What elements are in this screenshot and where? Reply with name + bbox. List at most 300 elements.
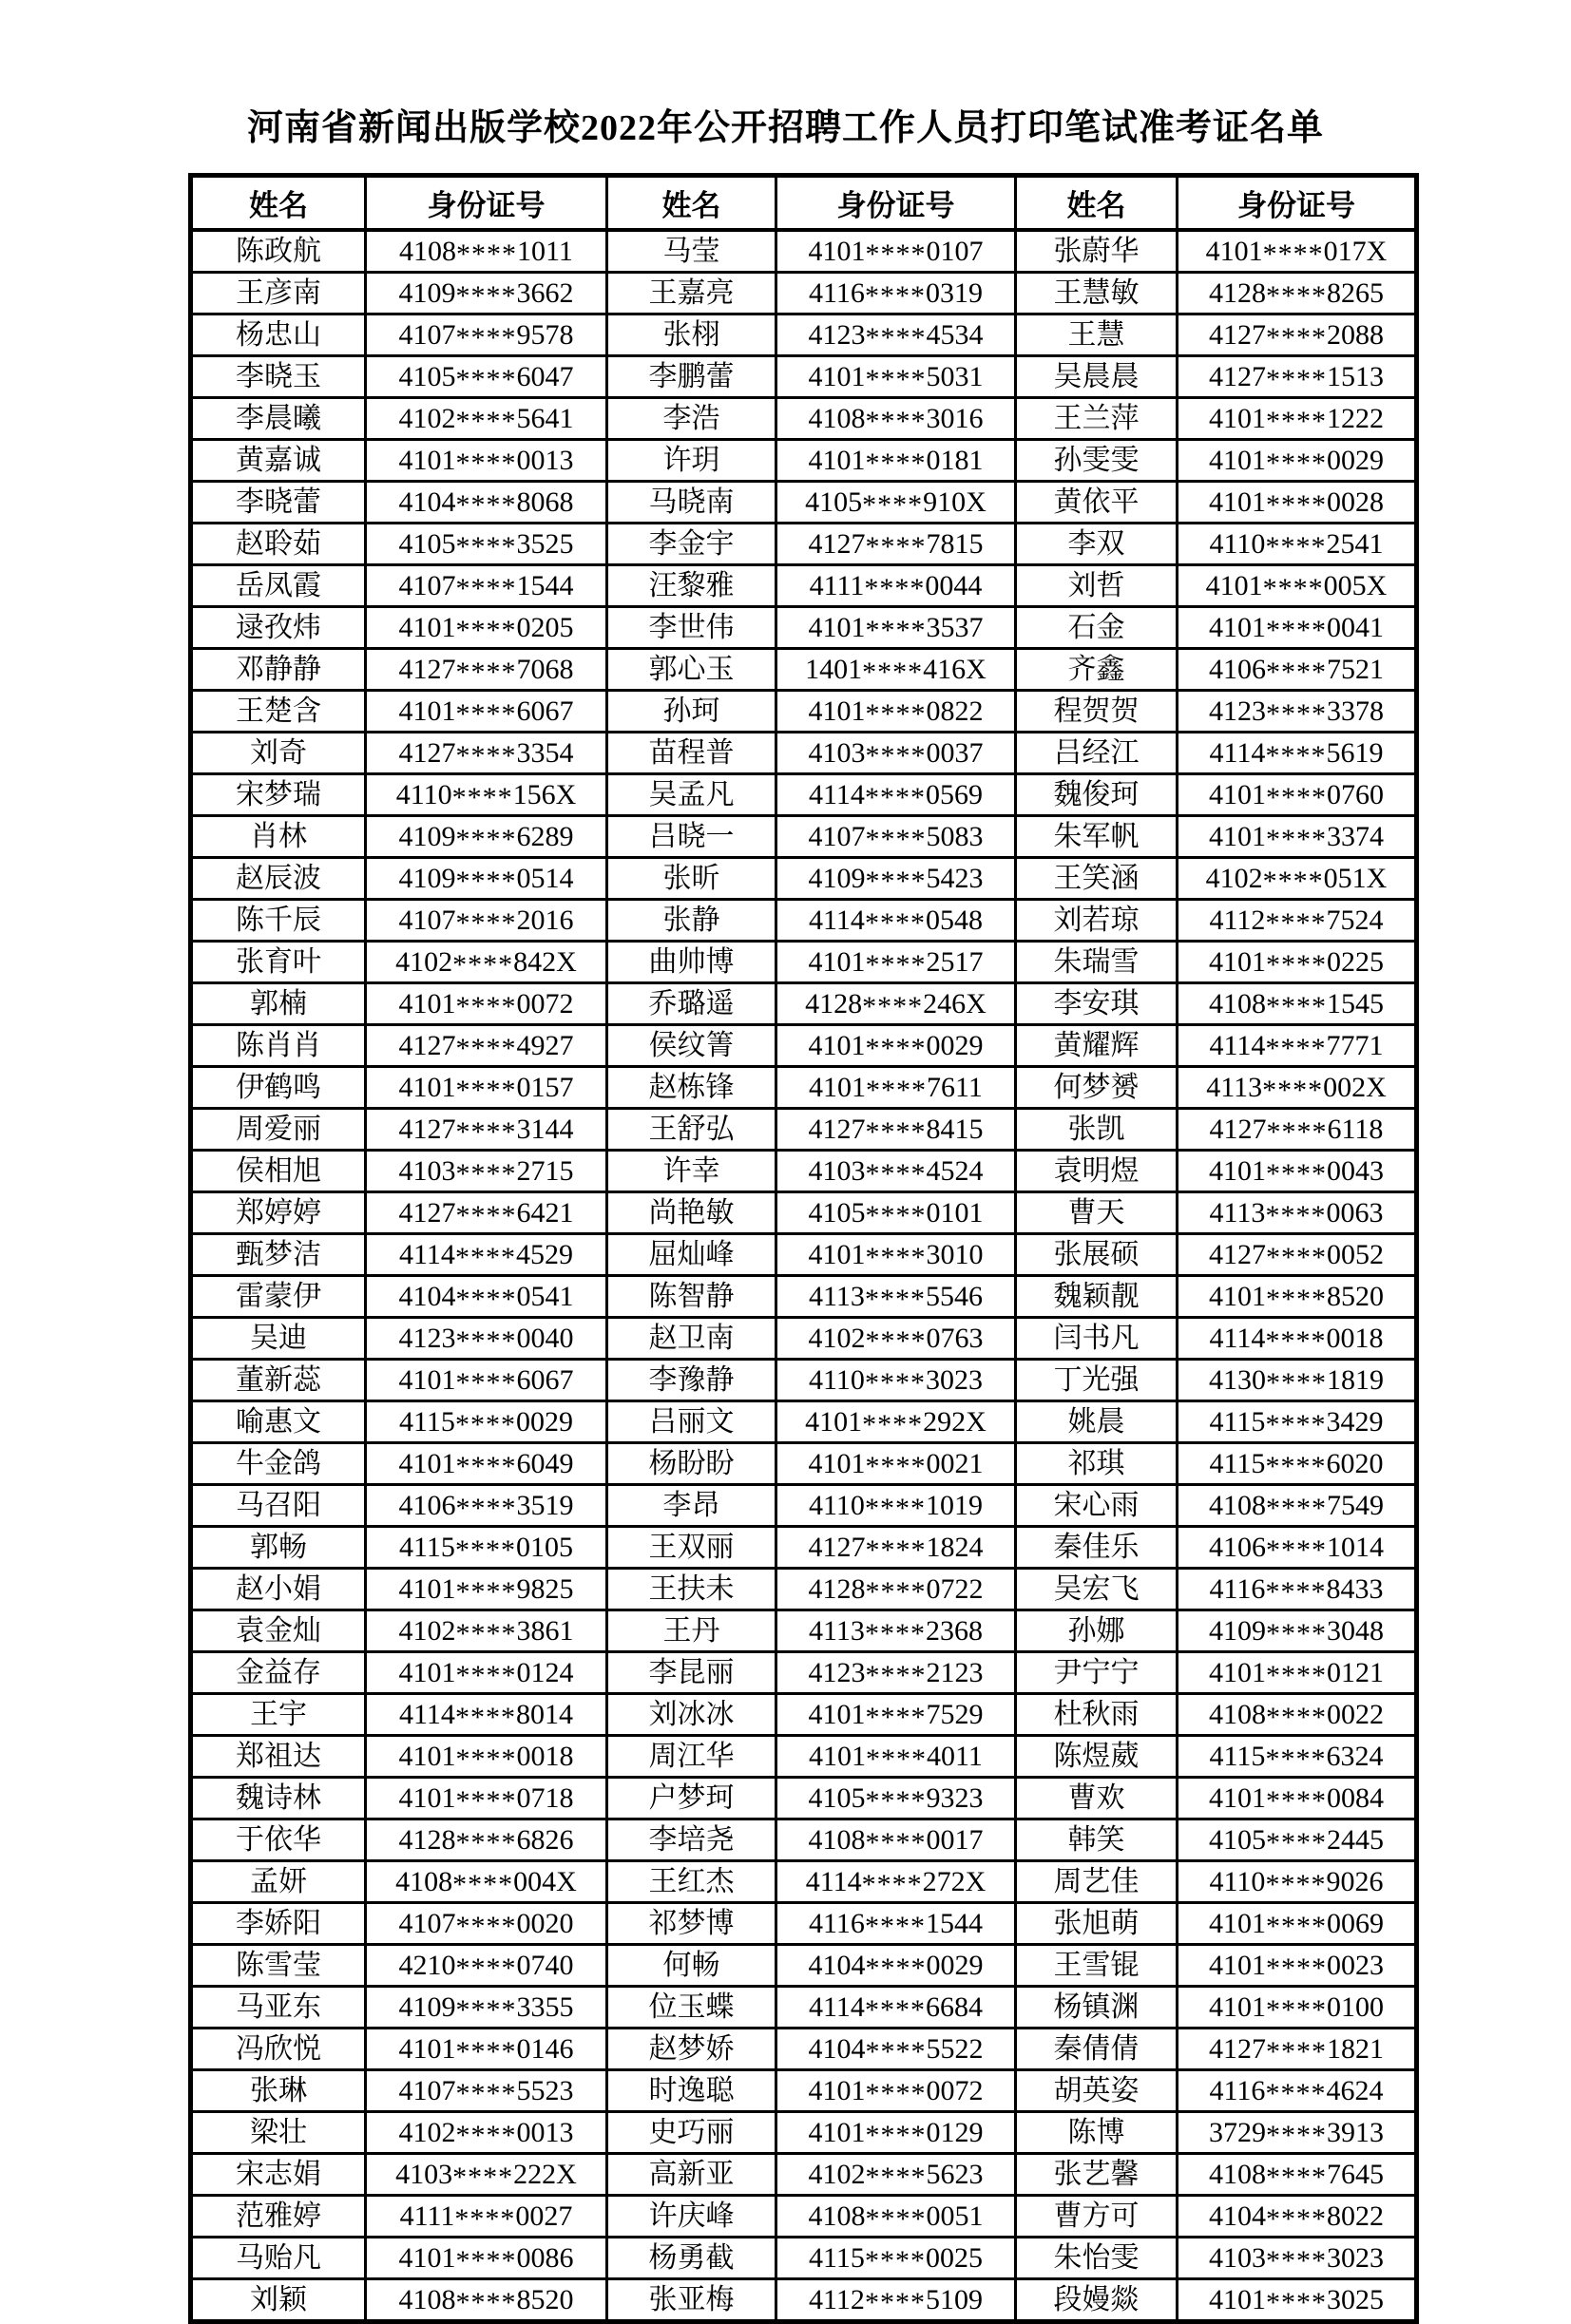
masked-digits: **** [1266, 2035, 1327, 2067]
column-header: 身份证号 [1178, 176, 1417, 230]
name-cell: 王笑涵 [1016, 857, 1178, 899]
masked-digits: **** [451, 781, 513, 813]
name-cell: 李世伟 [607, 606, 776, 648]
id-cell: 4108****7645 [1178, 2153, 1417, 2195]
masked-digits: **** [865, 2119, 927, 2151]
id-cell: 4101****0205 [366, 606, 607, 648]
masked-digits: **** [455, 1659, 517, 1691]
name-cell: 马贻凡 [191, 2237, 366, 2278]
name-cell: 王慧敏 [1016, 272, 1178, 314]
masked-digits: **** [864, 572, 926, 604]
table-row [191, 941, 1417, 982]
table-row [191, 1400, 1417, 1442]
id-cell: 4101****0822 [776, 690, 1016, 732]
name-cell: 李晓玉 [191, 355, 366, 397]
table-row [191, 2028, 1417, 2069]
masked-digits: **** [455, 1115, 517, 1148]
masked-digits: **** [455, 1283, 517, 1315]
roster-table-body [191, 230, 1417, 2322]
table-row [191, 1359, 1417, 1400]
masked-digits: **** [865, 697, 927, 730]
masked-digits: **** [864, 781, 926, 813]
name-cell: 张展硕 [1016, 1233, 1178, 1275]
id-cell: 4108****1011 [366, 230, 607, 273]
id-cell: 4115****0025 [776, 2237, 1016, 2278]
name-cell: 王扶未 [607, 1568, 776, 1610]
id-cell: 4105****0101 [776, 1191, 1016, 1233]
masked-digits: **** [1266, 1826, 1327, 1858]
table-row [191, 1777, 1417, 1819]
masked-digits: **** [1265, 1408, 1327, 1440]
masked-digits: **** [1265, 906, 1327, 939]
id-cell: 4102****842X [366, 941, 607, 982]
id-cell: 4112****5109 [776, 2278, 1016, 2321]
masked-digits: **** [454, 1241, 516, 1273]
masked-digits: **** [865, 447, 927, 479]
masked-digits: **** [865, 1575, 927, 1608]
name-cell: 张凯 [1016, 1108, 1178, 1150]
name-cell: 王双丽 [607, 1526, 776, 1568]
name-cell: 王楚含 [191, 690, 366, 732]
id-cell: 4101****0069 [1178, 1902, 1417, 1944]
masked-digits: **** [454, 1533, 516, 1566]
masked-digits: **** [455, 1826, 517, 1858]
id-cell: 4101****005X [1178, 564, 1417, 606]
name-cell: 侯纹箐 [607, 1024, 776, 1066]
name-cell: 金益存 [191, 1651, 366, 1693]
masked-digits: **** [455, 321, 517, 353]
masked-digits: **** [1265, 1868, 1327, 1900]
id-cell: 4123****0040 [366, 1317, 607, 1359]
table-row [191, 564, 1417, 606]
name-cell: 梁壮 [191, 2111, 366, 2153]
id-cell: 4128****6826 [366, 1819, 607, 1860]
id-cell: 4104****8068 [366, 481, 607, 523]
name-cell: 尚艳敏 [607, 1191, 776, 1233]
id-cell: 4102****5623 [776, 2153, 1016, 2195]
id-cell: 4101****292X [776, 1400, 1016, 1442]
masked-digits: **** [1266, 990, 1327, 1022]
name-cell: 周江华 [607, 1735, 776, 1777]
id-cell: 4101****0086 [366, 2237, 607, 2278]
table-row [191, 1484, 1417, 1526]
table-row [191, 2278, 1417, 2321]
table-row [191, 314, 1417, 355]
masked-digits: **** [1266, 2244, 1327, 2276]
id-cell: 4103****3023 [1178, 2237, 1417, 2278]
id-cell: 4101****0028 [1178, 481, 1417, 523]
name-cell: 雷蒙伊 [191, 1275, 366, 1317]
name-cell: 朱军帆 [1016, 815, 1178, 857]
name-cell: 郑婷婷 [191, 1191, 366, 1233]
masked-digits: **** [862, 488, 924, 521]
masked-digits: **** [864, 279, 926, 312]
id-cell: 4101****0760 [1178, 773, 1417, 815]
id-cell: 4106****7521 [1178, 648, 1417, 690]
name-cell: 杨勇截 [607, 2237, 776, 2278]
masked-digits: **** [1266, 1659, 1327, 1691]
table-row [191, 1610, 1417, 1651]
name-cell: 尹宁宁 [1016, 1651, 1178, 1693]
masked-digits: **** [865, 1324, 927, 1357]
masked-digits: **** [1262, 572, 1324, 604]
masked-digits: **** [455, 1324, 517, 1357]
id-cell: 4115****3429 [1178, 1400, 1417, 1442]
masked-digits: **** [1266, 781, 1327, 813]
table-row [191, 899, 1417, 941]
table-row [191, 1442, 1417, 1484]
name-cell: 张昕 [607, 857, 776, 899]
page-title: 河南省新闻出版学校2022年公开招聘工作人员打印笔试准考证名单 [246, 108, 1324, 148]
id-cell: 4101****3025 [1178, 2278, 1417, 2321]
masked-digits: **** [455, 614, 517, 646]
table-row [191, 1024, 1417, 1066]
masked-digits: **** [1266, 2202, 1327, 2235]
table-row [191, 1568, 1417, 1610]
id-cell: 4102****3861 [366, 1610, 607, 1651]
name-cell: 许玥 [607, 439, 776, 481]
id-cell: 4105****3525 [366, 523, 607, 564]
name-cell: 黄嘉诚 [191, 439, 366, 481]
id-cell: 4108****1545 [1178, 982, 1417, 1024]
masked-digits: **** [861, 1868, 923, 1900]
id-cell: 4101****6067 [366, 1359, 607, 1400]
name-cell: 吕丽文 [607, 1400, 776, 1442]
name-cell: 邓静静 [191, 648, 366, 690]
id-cell: 4109****5423 [776, 857, 1016, 899]
table-row [191, 523, 1417, 564]
masked-digits: **** [865, 1784, 927, 1817]
id-cell: 4116****1544 [776, 1902, 1016, 1944]
masked-digits: **** [865, 2202, 927, 2235]
id-cell: 4110****9026 [1178, 1860, 1417, 1902]
masked-digits: **** [456, 238, 518, 270]
masked-digits: **** [1266, 614, 1327, 646]
masked-digits: **** [1266, 2119, 1327, 2151]
id-cell: 4101****3010 [776, 1233, 1016, 1275]
masked-digits: **** [1266, 1910, 1327, 1942]
name-cell: 胡英姿 [1016, 2069, 1178, 2111]
masked-digits: **** [864, 2286, 926, 2318]
name-cell: 许幸 [607, 1150, 776, 1191]
masked-digits: **** [1266, 488, 1327, 521]
table-row [191, 1693, 1417, 1735]
masked-digits: **** [1266, 1157, 1327, 1190]
table-row [191, 2237, 1417, 2278]
id-cell: 4105****2445 [1178, 1819, 1417, 1860]
name-cell: 马召阳 [191, 1484, 366, 1526]
table-row [191, 1735, 1417, 1777]
name-cell: 齐鑫 [1016, 648, 1178, 690]
id-cell: 4115****0029 [366, 1400, 607, 1442]
id-cell: 4115****0105 [366, 1526, 607, 1568]
table-row [191, 982, 1417, 1024]
id-cell: 4101****0029 [776, 1024, 1016, 1066]
id-cell: 4114****0548 [776, 899, 1016, 941]
id-cell: 4101****0225 [1178, 941, 1417, 982]
masked-digits: **** [864, 1617, 926, 1649]
name-cell: 宋梦瑞 [191, 773, 366, 815]
masked-digits: **** [455, 1952, 517, 1984]
name-cell: 乔璐遥 [607, 982, 776, 1024]
id-cell: 4105****910X [776, 481, 1016, 523]
table-row [191, 1944, 1417, 1986]
name-cell: 苗程普 [607, 732, 776, 773]
name-cell: 王舒弘 [607, 1108, 776, 1150]
id-cell: 4103****0037 [776, 732, 1016, 773]
name-cell: 逯孜炜 [191, 606, 366, 648]
masked-digits: **** [865, 1115, 927, 1148]
name-cell: 陈煜葳 [1016, 1735, 1178, 1777]
id-cell: 4101****0084 [1178, 1777, 1417, 1819]
table-row [191, 1651, 1417, 1693]
masked-digits: **** [865, 614, 927, 646]
id-cell: 4127****7068 [366, 648, 607, 690]
masked-digits: **** [455, 865, 517, 897]
id-cell: 4127****0052 [1178, 1233, 1417, 1275]
table-row [191, 606, 1417, 648]
id-cell: 4110****156X [366, 773, 607, 815]
masked-digits: **** [865, 948, 927, 981]
masked-digits: **** [454, 1408, 516, 1440]
name-cell: 周艺佳 [1016, 1860, 1178, 1902]
column-header: 身份证号 [366, 176, 607, 230]
table-row [191, 1108, 1417, 1150]
masked-digits: **** [455, 1993, 517, 2026]
name-cell: 丁光强 [1016, 1359, 1178, 1400]
masked-digits: **** [455, 906, 517, 939]
id-cell: 4115****6324 [1178, 1735, 1417, 1777]
name-cell: 冯欣悦 [191, 2028, 366, 2069]
masked-digits: **** [864, 1910, 926, 1942]
masked-digits: **** [864, 1283, 926, 1315]
name-cell: 王红杰 [607, 1860, 776, 1902]
id-cell: 4113****2368 [776, 1610, 1016, 1651]
id-cell: 4104****0029 [776, 1944, 1016, 1986]
name-cell: 张蔚华 [1016, 230, 1178, 273]
id-cell: 4114****5619 [1178, 732, 1417, 773]
table-row [191, 1902, 1417, 1944]
masked-digits: **** [865, 405, 927, 437]
table-row [191, 815, 1417, 857]
masked-digits: **** [865, 2161, 927, 2193]
name-cell: 张旭萌 [1016, 1902, 1178, 1944]
name-cell: 陈政航 [191, 230, 366, 273]
masked-digits: **** [1266, 1283, 1327, 1315]
masked-digits: **** [455, 2119, 517, 2151]
name-cell: 闫书凡 [1016, 1317, 1178, 1359]
name-cell: 刘奇 [191, 732, 366, 773]
id-cell: 4115****6020 [1178, 1442, 1417, 1484]
masked-digits: **** [865, 1826, 927, 1858]
name-cell: 魏俊珂 [1016, 773, 1178, 815]
masked-digits: **** [455, 1492, 517, 1524]
name-cell: 汪黎雅 [607, 564, 776, 606]
masked-digits: **** [865, 1032, 927, 1064]
table-row [191, 355, 1417, 397]
name-cell: 曲帅博 [607, 941, 776, 982]
name-cell: 吴晨晨 [1016, 355, 1178, 397]
masked-digits: **** [862, 1408, 924, 1440]
name-cell: 时逸聪 [607, 2069, 776, 2111]
id-cell: 4130****1819 [1178, 1359, 1417, 1400]
name-cell: 祁梦博 [607, 1902, 776, 1944]
name-cell: 陈博 [1016, 2111, 1178, 2153]
name-cell: 陈智静 [607, 1275, 776, 1317]
name-cell: 周爱丽 [191, 1108, 366, 1150]
masked-digits: **** [455, 1617, 517, 1649]
masked-digits: **** [1265, 530, 1327, 562]
masked-digits: **** [455, 697, 517, 730]
id-cell: 4101****2517 [776, 941, 1016, 982]
id-cell: 4101****9825 [366, 1568, 607, 1610]
id-cell: 4103****222X [366, 2153, 607, 2195]
masked-digits: **** [454, 1701, 516, 1733]
id-cell: 4114****7771 [1178, 1024, 1417, 1066]
masked-digits: **** [865, 530, 927, 562]
name-cell: 王慧 [1016, 314, 1178, 355]
name-cell: 袁明煜 [1016, 1150, 1178, 1191]
id-cell: 4108****3016 [776, 397, 1016, 439]
name-cell: 陈千辰 [191, 899, 366, 941]
id-cell: 4128****246X [776, 982, 1016, 1024]
id-cell: 4127****8415 [776, 1108, 1016, 1150]
name-cell: 甄梦洁 [191, 1233, 366, 1275]
masked-digits: **** [1266, 2286, 1327, 2318]
table-row [191, 732, 1417, 773]
id-cell: 4114****272X [776, 1860, 1016, 1902]
masked-digits: **** [865, 1241, 927, 1273]
masked-digits: **** [1265, 1575, 1327, 1608]
name-cell: 黄依平 [1016, 481, 1178, 523]
name-cell: 孙雯雯 [1016, 439, 1178, 481]
name-cell: 程贺贺 [1016, 690, 1178, 732]
id-cell: 4110****1019 [776, 1484, 1016, 1526]
id-cell: 4101****0100 [1178, 1986, 1417, 2028]
masked-digits: **** [1266, 1784, 1327, 1817]
masked-digits: **** [455, 1743, 517, 1775]
table-row [191, 2153, 1417, 2195]
name-cell: 赵梦娇 [607, 2028, 776, 2069]
table-row [191, 1819, 1417, 1860]
name-cell: 吕经江 [1016, 732, 1178, 773]
name-cell: 户梦珂 [607, 1777, 776, 1819]
name-cell: 张琳 [191, 2069, 366, 2111]
name-cell: 马晓南 [607, 481, 776, 523]
name-cell: 董新蕊 [191, 1359, 366, 1400]
id-cell: 4116****0319 [776, 272, 1016, 314]
id-cell: 4110****3023 [776, 1359, 1016, 1400]
masked-digits: **** [1265, 1199, 1327, 1231]
masked-digits: **** [1266, 1241, 1327, 1273]
id-cell: 4107****2016 [366, 899, 607, 941]
id-cell: 4114****0569 [776, 773, 1016, 815]
name-cell: 何梦赟 [1016, 1066, 1178, 1108]
name-cell: 曹方可 [1016, 2195, 1178, 2237]
name-cell: 马亚东 [191, 1986, 366, 2028]
masked-digits: **** [1262, 238, 1324, 270]
id-cell: 4104****8022 [1178, 2195, 1417, 2237]
table-row [191, 397, 1417, 439]
id-cell: 4123****4534 [776, 314, 1016, 355]
id-cell: 4113****5546 [776, 1275, 1016, 1317]
name-cell: 伊鹤鸣 [191, 1066, 366, 1108]
id-cell: 4116****8433 [1178, 1568, 1417, 1610]
name-cell: 朱瑞雪 [1016, 941, 1178, 982]
name-cell: 位玉蝶 [607, 1986, 776, 2028]
masked-digits: **** [1262, 1074, 1324, 1106]
id-cell: 4110****2541 [1178, 523, 1417, 564]
id-cell: 4101****0181 [776, 439, 1016, 481]
masked-digits: **** [452, 1868, 514, 1900]
id-cell: 4101****0718 [366, 1777, 607, 1819]
name-cell: 陈雪莹 [191, 1944, 366, 1986]
id-cell: 4102****5641 [366, 397, 607, 439]
table-row [191, 1860, 1417, 1902]
masked-digits: **** [455, 363, 517, 395]
masked-digits: **** [1266, 1115, 1328, 1148]
name-cell: 李安琪 [1016, 982, 1178, 1024]
name-cell: 范雅婷 [191, 2195, 366, 2237]
masked-digits: **** [864, 906, 926, 939]
id-cell: 4101****3374 [1178, 815, 1417, 857]
roster-table [188, 173, 1419, 2324]
id-cell: 4101****0043 [1178, 1150, 1417, 1191]
masked-digits: **** [865, 739, 927, 771]
masked-digits: **** [1266, 1617, 1327, 1649]
id-cell: 4112****7524 [1178, 899, 1417, 941]
id-cell: 4109****3662 [366, 272, 607, 314]
id-cell: 4102****0763 [776, 1317, 1016, 1359]
masked-digits: **** [455, 2286, 517, 2318]
id-cell: 4108****0022 [1178, 1693, 1417, 1735]
id-cell: 4101****0021 [776, 1442, 1016, 1484]
id-cell: 4101****0023 [1178, 1944, 1417, 1986]
masked-digits: **** [865, 1157, 927, 1190]
name-cell: 李浩 [607, 397, 776, 439]
masked-digits: **** [865, 1199, 927, 1231]
table-row [191, 857, 1417, 899]
masked-digits: **** [862, 990, 924, 1022]
id-cell: 4101****0146 [366, 2028, 607, 2069]
masked-digits: **** [865, 1450, 927, 1482]
masked-digits: **** [1266, 948, 1327, 981]
id-cell: 4127****7815 [776, 523, 1016, 564]
column-header: 姓名 [191, 176, 366, 230]
masked-digits: **** [865, 2077, 927, 2109]
id-cell: 4127****6118 [1178, 1108, 1417, 1150]
id-cell: 4103****2715 [366, 1150, 607, 1191]
id-cell: 4101****8520 [1178, 1275, 1417, 1317]
masked-digits: **** [1262, 865, 1324, 897]
id-cell: 4101****7529 [776, 1693, 1016, 1735]
name-cell: 张艺馨 [1016, 2153, 1178, 2195]
masked-digits: **** [455, 823, 517, 855]
name-cell: 赵小娟 [191, 1568, 366, 1610]
name-cell: 郑祖达 [191, 1735, 366, 1777]
table-row [191, 1233, 1417, 1275]
name-cell: 赵栋锋 [607, 1066, 776, 1108]
id-cell: 4123****2123 [776, 1651, 1016, 1693]
masked-digits: **** [866, 1743, 928, 1775]
id-cell: 4101****5031 [776, 355, 1016, 397]
masked-digits: **** [455, 1074, 517, 1106]
name-cell: 李晨曦 [191, 397, 366, 439]
name-cell: 吕晓一 [607, 815, 776, 857]
masked-digits: **** [455, 1450, 517, 1482]
id-cell: 4127****4927 [366, 1024, 607, 1066]
masked-digits: **** [455, 572, 517, 604]
